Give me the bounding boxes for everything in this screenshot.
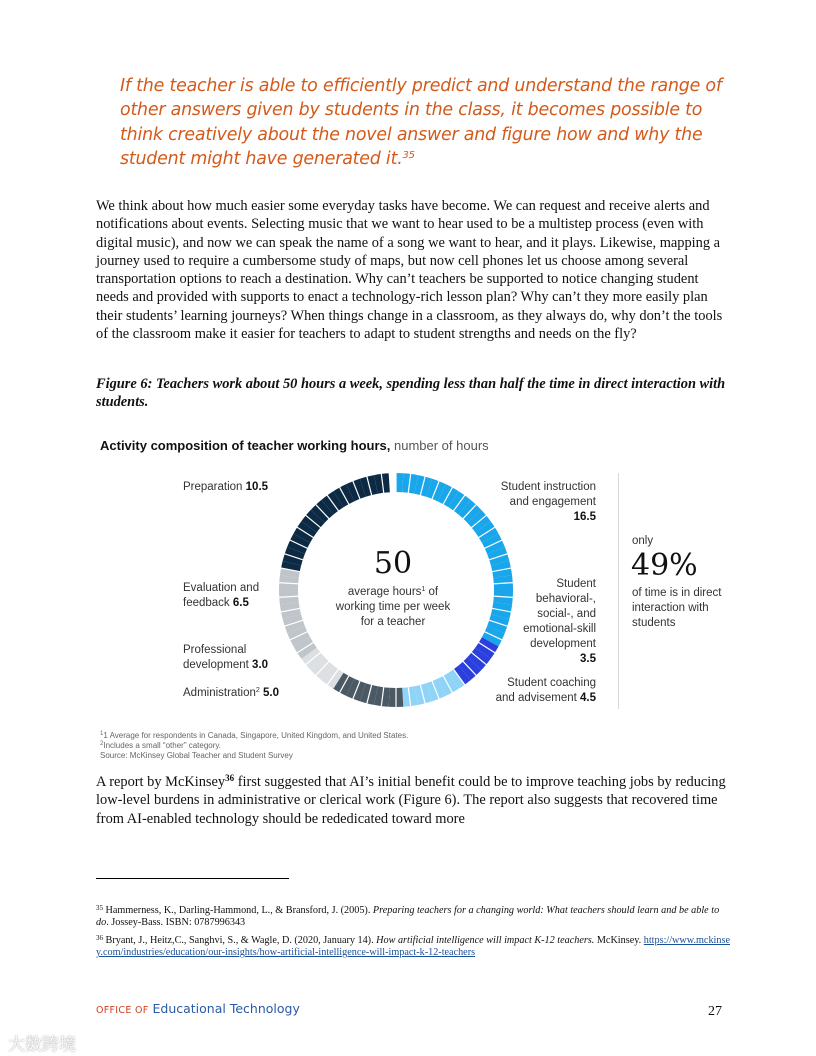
- label-professional-development: Professional development 3.0: [183, 644, 269, 671]
- label-evaluation: Evaluation and feedback 6.5: [183, 582, 260, 609]
- chart-note-1: $^1$1 Average for respondents in Canada, Singapore, United Kingdom, and United States.: [100, 731, 409, 740]
- footnote-ref-36[interactable]: 36: [225, 773, 235, 783]
- chart-title-bold: Activity composition of teacher working hours,: [100, 438, 391, 453]
- label-sel: Student behavioral-, social-, and emotional-skill development 3.5: [523, 578, 596, 665]
- center-value: 50: [373, 546, 413, 581]
- label-preparation: Preparation 10.5: [183, 481, 269, 493]
- footnote-35: $^{35}$ Hammerness, K., Darling-Hammond, L., & Bransford, J. (2005). Preparing teachers for a changing world: What teachers should learn and be able to do. Jossey-Bass. ISBN: 0787996343: [96, 904, 720, 929]
- chart-title-unit: number of hours: [390, 438, 489, 453]
- footnote-divider: [96, 878, 289, 879]
- body-paragraph-1: We think about how much easier some everyday tasks have become. We can request and receive alerts and notifications about events. Selecting music that we want to hear used to be a multistep process (even with digital music), and now we can speak the name of a song we want to hear, and it plays. Likewise, mapping a journey used to require a cumbersome study of maps, but now cell phones let us choose among several transportation options to reach a destination. Why can’t teachers be supported to notice changing student needs and provided with supports to enact a technology-rich lesson plan? Why can’t they more easily plan their students’ learning journeys? When things change in a classroom, as they always do, why don’t the tools of the classroom make it easier for teachers to adapt to student strengths and needs on the fly?: [96, 198, 723, 343]
- percent-description: of time is in direct interaction with students: [632, 587, 722, 629]
- figure-caption: Figure 6: Teachers work about 50 hours a week, spending less than half the time in direct interaction with students.: [96, 376, 726, 410]
- footnote-36-link[interactable]: https://www.mckinsey.com/industries/education/our-insights/how-artificial-intelligence-will-impact-k-12-teachers: [96, 935, 730, 959]
- center-description: average hours$^1$ of working time per week for a teacher: [335, 586, 451, 628]
- chart-title: [100, 438, 489, 453]
- footer-brand: [96, 1001, 300, 1016]
- only-label: only: [632, 535, 654, 547]
- label-instruction: Student instruction and engagement 16.5: [500, 481, 596, 523]
- percent-value: 49%: [631, 548, 698, 583]
- body-paragraph-2: A report by McKinsey$^{36}$ first suggested that AI’s initial benefit could be to improve teaching jobs by reducing low-level burdens in administrative or clerical work (Figure 6). The report also suggests that recovered time from AI-enabled technology should be rededicated toward more: [96, 773, 726, 827]
- chart-note-2: $^2$Includes a small “other” category.: [100, 741, 222, 750]
- label-administration: Administration$^2$ 5.0: [183, 687, 279, 699]
- pull-quote-text: If the teacher is able to efficiently predict and understand the range of other answers given by students in the class, it becomes possible to think creatively about the novel answer and figure how and why the student might have generated it.: [120, 76, 722, 169]
- footnote-ref-35[interactable]: 35: [402, 149, 415, 161]
- footnote-36: $^{36}$ Bryant, J., Heitz,C., Sanghvi, S., & Wagle, D. (2020, January 14). How artificial intelligence will impact K-12 teachers. McKinsey. https://www.mckinsey.com/industries/education/our-insights/how-artificial-intelligence-will-impact-k-12-teachers: [96, 934, 730, 959]
- page-number: 27: [708, 1004, 722, 1019]
- brand-office-of: OFFICE OF: [96, 1005, 149, 1016]
- pull-quote: [120, 74, 730, 171]
- brand-name: Educational Technology: [148, 1001, 300, 1016]
- label-coaching: Student coaching and advisement 4.5: [495, 677, 596, 704]
- watermark-logo: 大数跨境: [8, 1035, 76, 1055]
- chart-notes: [100, 731, 408, 761]
- chart-source: Source: McKinsey Global Teacher and Student Survey: [100, 751, 293, 760]
- bracket-line: [618, 473, 619, 709]
